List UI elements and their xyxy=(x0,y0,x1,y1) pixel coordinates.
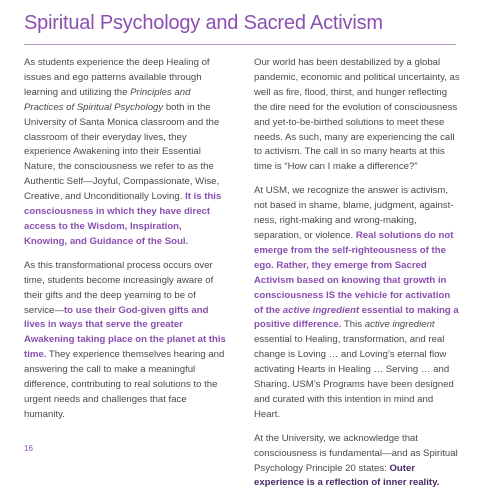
right-paragraph-3 xyxy=(254,432,460,492)
text-run: At USM, we recognize the answer is activism, not based in shame, blame, judgment, against-ness, right-making and wrong-making, separation, or violence. xyxy=(254,185,454,241)
text-run: This xyxy=(341,319,365,331)
text-run: They experience themselves hearing and answering the call to make a meaningful difference, contributing to real solutions to the urgent needs and challenges that face humanity. xyxy=(24,349,225,420)
page-title: Spiritual Psychology and Sacred Activism xyxy=(24,12,383,34)
left-paragraph-1 xyxy=(24,56,226,250)
text-run-italic: Principles and Practices of Spiritual Psychology xyxy=(24,86,191,113)
highlight-text: to use their God-given gifts and lives in ways that serve the greater Awakening taking place on the planet at this time. xyxy=(24,304,226,361)
title-divider xyxy=(24,44,456,45)
highlight-text: Real solutions do not emerge from the self-righteousness of the ego. Rather, they emerge from Sacred Activism based on knowing that growth in consciousness IS the vehicle for activation of the xyxy=(254,229,454,316)
text-run: both in the University of Santa Monica classroom and the classroom of their everyday lives, they experience Awakening into their Essential Nature, the consciousness we refer to as the Authentic Self—Joyful, Compassionate, Wise, Creative, and Unconditionally Loving. xyxy=(24,101,220,203)
text-run: At the University, we acknowledge that consciousness is fundamental—and as Spiritual Psychology Principle 20 states: xyxy=(254,432,458,474)
left-paragraph-2 xyxy=(24,259,226,423)
text-run: As this transformational process occurs over time, students become increasingly aware of their gifts and the deep yearning to be of service— xyxy=(24,259,214,316)
highlight-text: Outer experience is a reflection of inner reality. xyxy=(254,462,440,489)
right-paragraph-2 xyxy=(254,184,460,423)
text-run: As students experience the deep Healing of issues and ego patterns available through learning and utilizing the xyxy=(24,57,210,98)
page-number: 16 xyxy=(24,444,33,453)
highlight-text: essential to making a positive difference. xyxy=(254,304,459,331)
highlight-text-italic: active ingredient xyxy=(282,304,360,316)
text-run-italic: active ingredient xyxy=(364,319,435,331)
right-paragraph-1: Our world has been destabilized by a global pandemic, economic and political uncertainty, as well as fire, flood, thirst, and hunger reflecting the dire need for the evolution of consciousness and yet-to-be-birthed solutions to meet these needs. As such, many are experiencing the call to activism. The call in so many hearts at this time is “How can I make a difference?” xyxy=(254,57,460,173)
left-column xyxy=(24,56,226,432)
text-run: essential to Healing, transformation, and real change is Loving … and Loving’s eternal flow activating Hearts in Healing … Serving … and Sharing. USM’s Programs have been designed and curated with this intention in mind and Heart. xyxy=(254,334,454,420)
highlight-text: It is this consciousness in which they have direct access to the Wisdom, Inspiration, Knowing, and Guidance of the Soul. xyxy=(24,191,222,247)
right-column xyxy=(254,56,460,500)
